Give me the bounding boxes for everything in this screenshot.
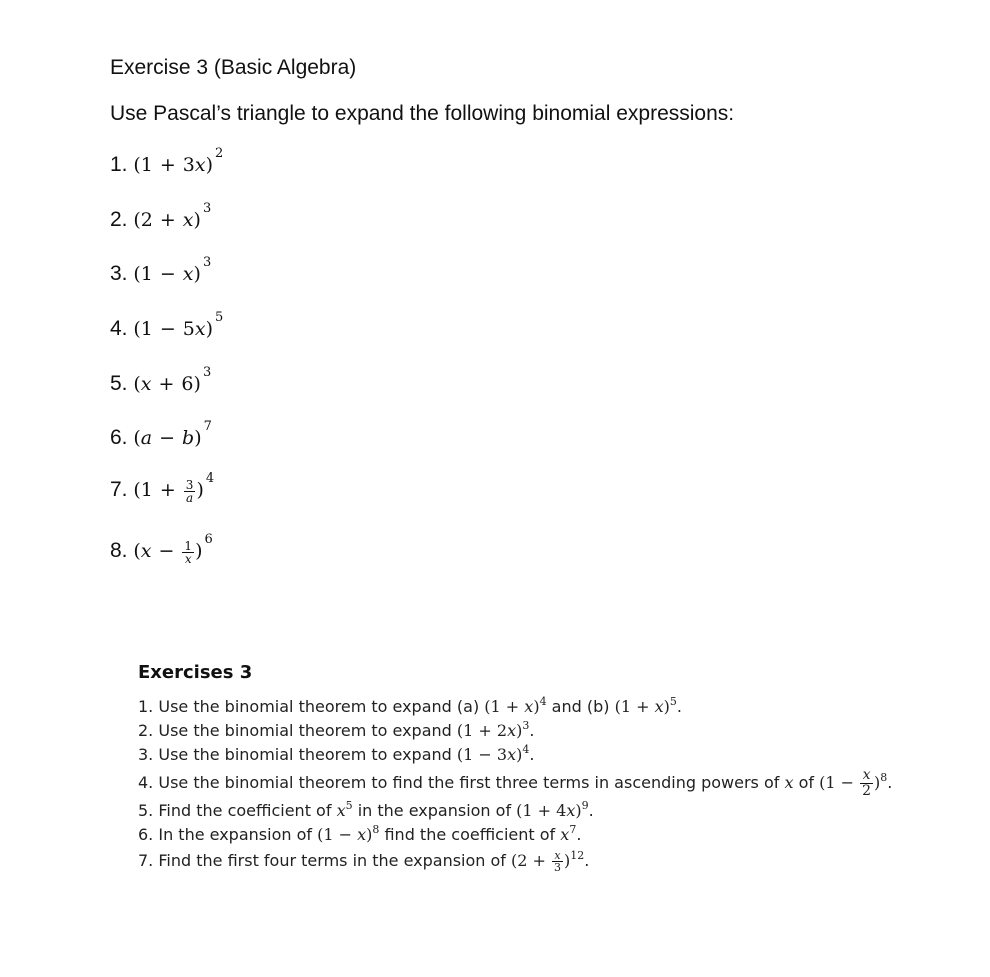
binomial-expression: $(x + 6)^3$ (133, 365, 212, 395)
list-item: 1. Use the binomial theorem to expand (a) $(1 + x)^4$ and (b) $(1 + x)^5$. (138, 695, 682, 716)
binomial-expression: $(1 + 3x)^2$ (133, 146, 224, 176)
list-item: 2. $(2 + x)^3$ (110, 201, 212, 231)
exercise-instructions: Use Pascal’s triangle to expand the following binomial expressions: (110, 102, 735, 125)
list-item: 6. In the expansion of $(1 - x)^8$ find the coefficient of $x^7$. (138, 823, 582, 844)
binomial-expression: (1 + $\frac{3}{a}$ )$^4$ (133, 471, 215, 505)
list-item: 2. Use the binomial theorem to expand $(1 + 2x)^3$. (138, 719, 535, 740)
list-item: 3. $(1 - x)^3$ (110, 255, 212, 285)
binomial-expression: (x − $\frac{1}{x}$ )$^6$ (133, 532, 213, 566)
exercise-title: Exercise 3 (Basic Algebra) (110, 56, 357, 79)
list-item: 7. Find the first four terms in the expansion of (2 + $\frac{x}{3}$ )$^{12}$. (138, 849, 590, 874)
list-item: 1. $(1 + 3x)^2$ (110, 146, 224, 176)
list-item: 5. Find the coefficient of $x^5$ in the expansion of $(1 + 4x)^9$. (138, 799, 594, 820)
binomial-expression: $(1 - 5x)^5$ (133, 310, 224, 340)
binomial-expression: $(1 - x)^3$ (133, 255, 212, 285)
list-item: 4. $(1 - 5x)^5$ (110, 310, 224, 340)
exercises-heading: Exercises 3 (138, 662, 253, 683)
list-item: 7. (1 + $\frac{3}{a}$ )$^4$ (110, 471, 215, 505)
list-item: 6. $(a - b)^7$ (110, 419, 212, 449)
list-item: 5. $(x + 6)^3$ (110, 365, 212, 395)
binomial-expression: $(2 + x)^3$ (133, 201, 212, 231)
list-item: 3. Use the binomial theorem to expand $(1 - 3x)^4$. (138, 743, 535, 764)
binomial-expression: $(a - b)^7$ (133, 419, 212, 449)
list-item: 4. Use the binomial theorem to find the first three terms in ascending powers of x of (1 − $\frac{x}{2}$ )$^8$. (138, 767, 893, 799)
list-item: 8. (x − $\frac{1}{x}$ )$^6$ (110, 532, 213, 566)
